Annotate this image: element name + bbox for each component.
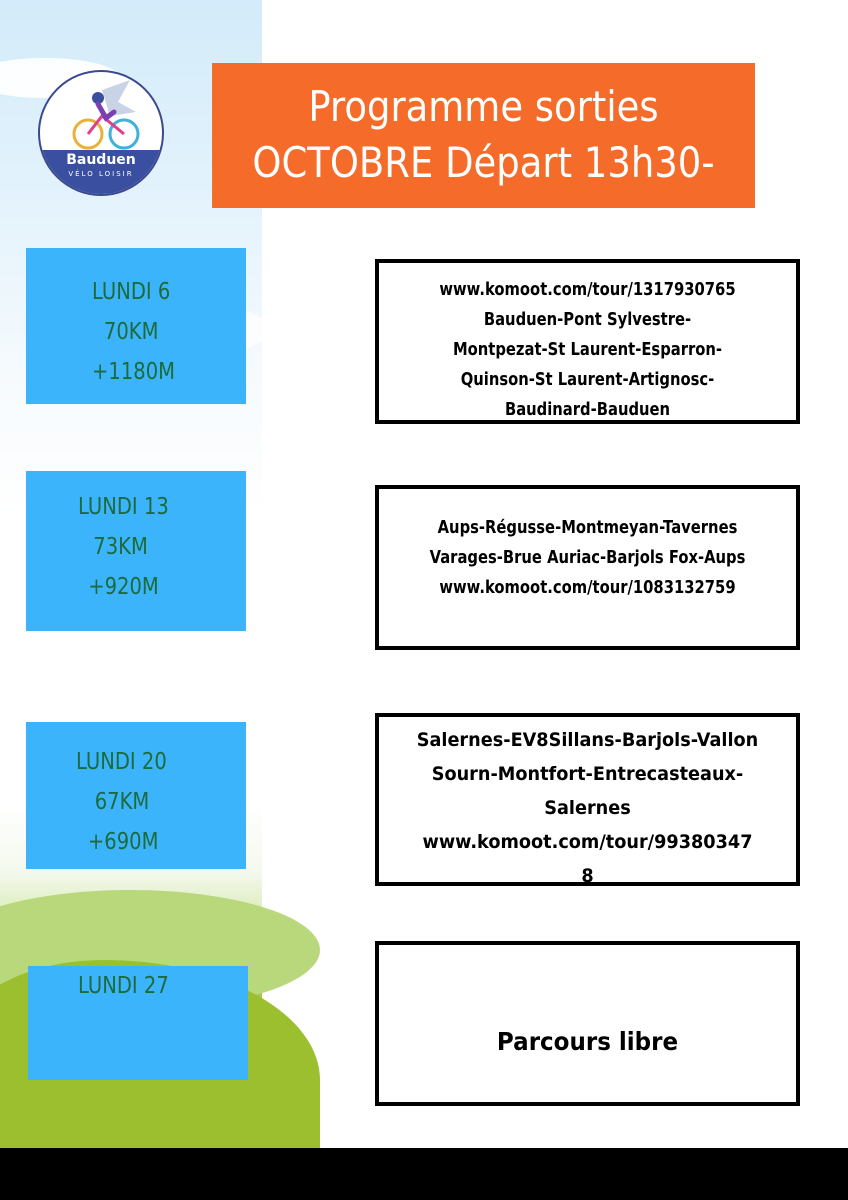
outing-day-box bbox=[26, 248, 246, 404]
route-line: Parcours libre bbox=[496, 1027, 679, 1056]
logo-subtitle: VÉLO LOISIR bbox=[68, 170, 134, 178]
outing-elevation: +1180M bbox=[92, 359, 176, 385]
route-line: Salernes-EV8Sillans-Barjols-Vallon bbox=[416, 729, 759, 751]
logo-name: Bauduen bbox=[66, 152, 136, 168]
outing-day: LUNDI 20 bbox=[76, 749, 167, 775]
route-line: Sourn-Montfort-Entrecasteaux- bbox=[431, 763, 744, 785]
route-link[interactable]: www.komoot.com/tour/1317930765 bbox=[439, 279, 736, 300]
route-line: 8 bbox=[581, 865, 594, 887]
outing-day-box bbox=[28, 966, 248, 1080]
route-link[interactable]: www.komoot.com/tour/99380347 bbox=[422, 831, 753, 853]
outing-route-box bbox=[375, 713, 800, 886]
outing-route-box bbox=[375, 941, 800, 1106]
outing-day-box bbox=[26, 722, 246, 869]
route-line: Montpezat-St Laurent-Esparron- bbox=[452, 339, 723, 360]
outing-elevation: +690M bbox=[87, 829, 159, 855]
route-line: Bauduen-Pont Sylvestre- bbox=[483, 309, 692, 330]
outing-day: LUNDI 13 bbox=[78, 494, 169, 520]
cyclist-icon bbox=[40, 72, 164, 156]
route-line: Aups-Régusse-Montmeyan-Tavernes bbox=[437, 517, 738, 538]
outing-day: LUNDI 27 bbox=[78, 973, 169, 999]
outing-route-box bbox=[375, 485, 800, 650]
route-line: Varages-Brue Auriac-Barjols Fox-Aups bbox=[429, 547, 746, 568]
route-line: Quinson-St Laurent-Artignosc- bbox=[460, 369, 715, 390]
route-line: Salernes bbox=[544, 797, 631, 819]
outing-elevation: +920M bbox=[88, 574, 159, 600]
title-line-1: Programme sorties bbox=[308, 82, 659, 131]
footer-bar bbox=[0, 1148, 848, 1200]
page-title bbox=[212, 63, 755, 208]
outing-distance: 67KM bbox=[94, 789, 150, 815]
outing-distance: 73KM bbox=[93, 534, 148, 560]
outing-route-box bbox=[375, 259, 800, 424]
outing-day: LUNDI 6 bbox=[92, 279, 171, 305]
title-line-2: OCTOBRE Départ 13h30- bbox=[252, 138, 715, 187]
outing-distance: 70KM bbox=[103, 319, 159, 345]
club-logo bbox=[38, 70, 164, 196]
route-line: Baudinard-Bauduen bbox=[504, 399, 671, 420]
outing-day-box bbox=[26, 471, 246, 631]
route-link[interactable]: www.komoot.com/tour/1083132759 bbox=[439, 577, 736, 598]
